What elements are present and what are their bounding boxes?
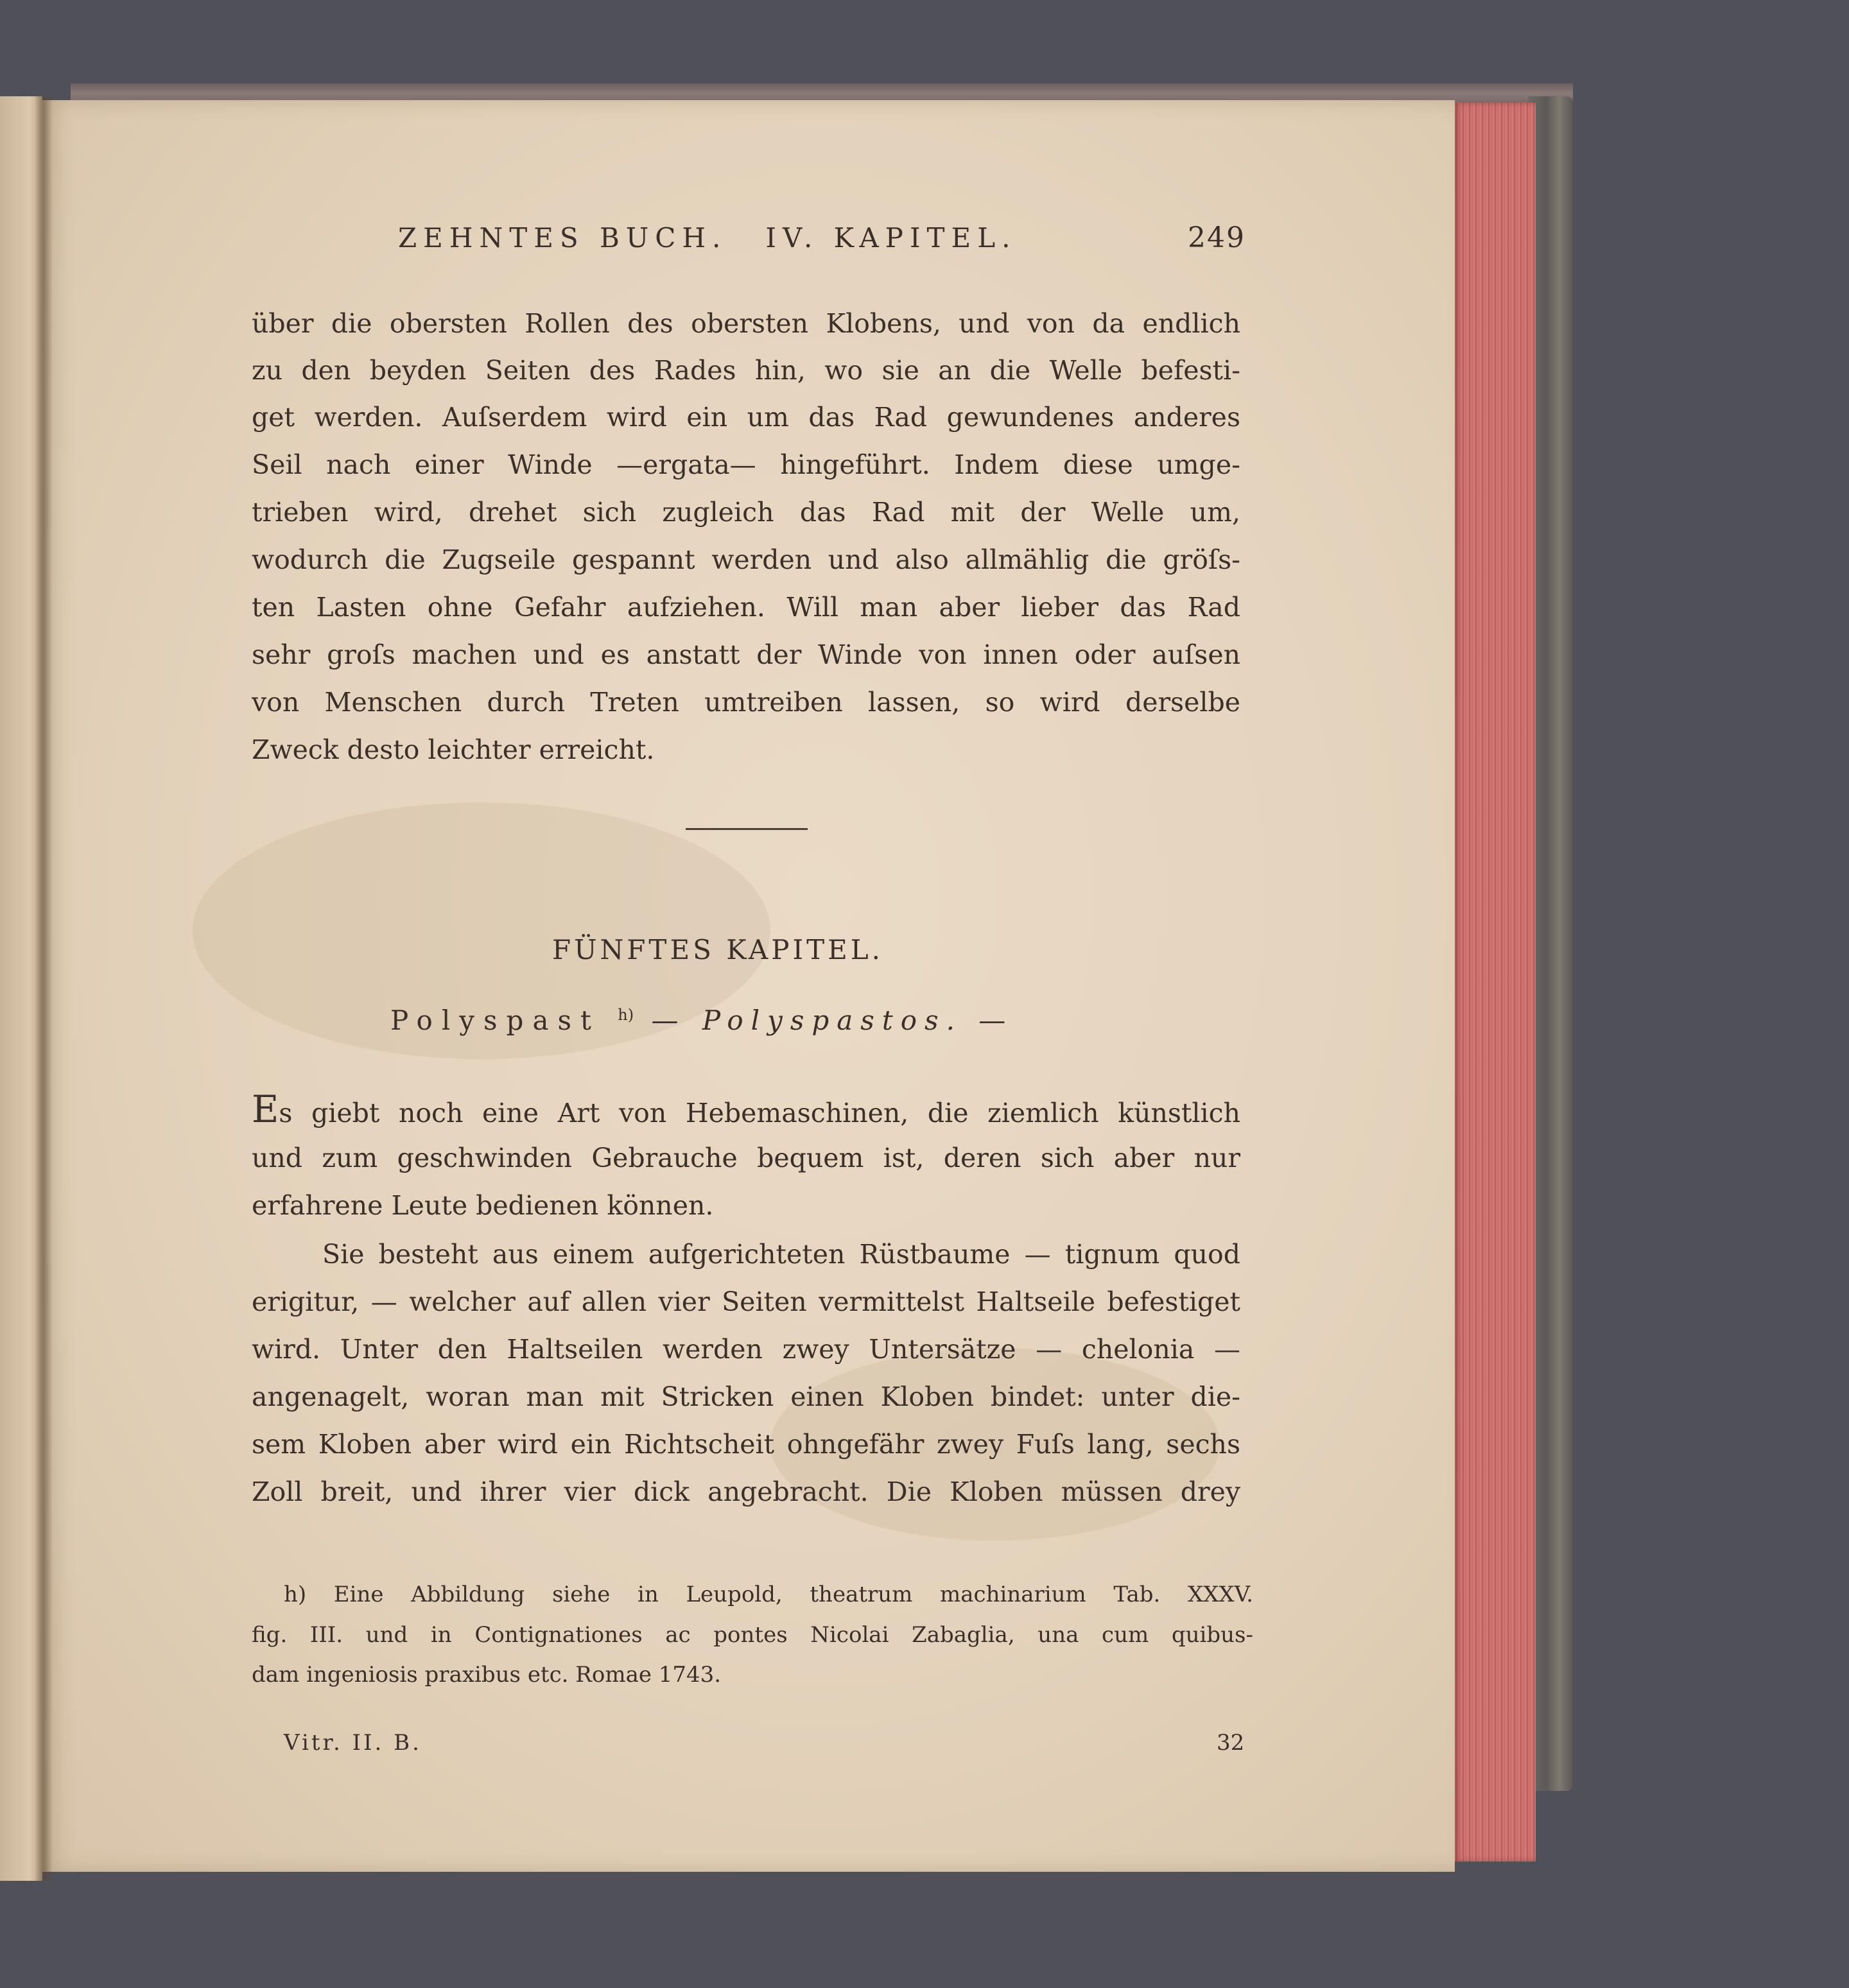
running-header xyxy=(398,221,1246,254)
text-line: sehr groſs machen und es anstatt der Winde von innen oder auſsen xyxy=(252,639,1240,670)
subtitle-latin: — Polyspastos. — xyxy=(651,1005,1014,1036)
page-edges xyxy=(1452,103,1536,1862)
text-line: wird. Unter den Haltseilen werden zwey Untersätze — chelonia — xyxy=(252,1334,1240,1365)
header-chapter: IV. KAPITEL. xyxy=(765,222,1017,254)
footnote-marker: h) xyxy=(618,1006,634,1024)
text-line: erfahrene Leute bedienen können. xyxy=(252,1190,714,1221)
header-book: ZEHNTES BUCH. xyxy=(398,222,727,254)
text-line: Zweck desto leichter erreicht. xyxy=(252,734,655,765)
subtitle-german: Polyspast xyxy=(390,1005,600,1036)
text-line: wodurch die Zugseile gespannt werden und also allmählig die gröſs- xyxy=(252,544,1240,575)
text-line: trieben wird, drehet sich zugleich das Rad mit der Welle um, xyxy=(252,497,1240,528)
text-line: get werden. Auſserdem wird ein um das Rad gewundenes anderes xyxy=(252,402,1240,433)
text-line: ten Lasten ohne Gefahr aufziehen. Will man aber lieber das Rad xyxy=(252,592,1240,623)
text-line: erigitur, — welcher auf allen vier Seiten vermittelst Haltseile befestiget xyxy=(252,1286,1240,1317)
section-divider xyxy=(686,828,808,830)
footnote-line: dam ingeniosis praxibus etc. Romae 1743. xyxy=(252,1662,722,1688)
text-span: s giebt noch eine Art von Hebemaschinen, die ziemlich künstlich xyxy=(279,1098,1240,1128)
text-line: von Menschen durch Treten umtreiben lassen, so wird derselbe xyxy=(252,687,1240,718)
footnote-line: h) Eine Abbildung siehe in Leupold, theatrum machinarium Tab. XXXV. xyxy=(284,1582,1253,1607)
signature-mark: Vitr. II. B. xyxy=(284,1730,422,1756)
text-line: zu den beyden Seiten des Rades hin, wo sie an die Welle befesti- xyxy=(252,355,1240,386)
text-line: angenagelt, woran man mit Stricken einen Kloben bindet: unter die- xyxy=(252,1381,1240,1412)
gutter-shadow xyxy=(35,96,53,1881)
text-line: Zoll breit, und ihrer vier dick angebracht. Die Kloben müssen drey xyxy=(252,1476,1240,1507)
page-number: 249 xyxy=(1188,221,1246,254)
chapter-title: FÜNFTES KAPITEL. xyxy=(552,934,883,965)
drop-cap: E xyxy=(252,1087,279,1131)
chapter-subtitle xyxy=(390,1005,1013,1036)
signature-number: 32 xyxy=(1217,1730,1245,1756)
text-line: über die obersten Rollen des obersten Klobens, und von da endlich xyxy=(252,308,1240,339)
text-line: sem Kloben aber wird ein Richtscheit ohngefähr zwey Fuſs lang, sechs xyxy=(252,1429,1240,1460)
text-line: und zum geschwinden Gebrauche bequem ist, deren sich aber nur xyxy=(252,1143,1240,1173)
text-line: Seil nach einer Winde —ergata— hingeführt. Indem diese umge- xyxy=(252,449,1240,480)
text-line xyxy=(252,1086,1240,1132)
text-line: Sie besteht aus einem aufgerichteten Rüstbaume — tignum quod xyxy=(322,1239,1240,1270)
footnote-line: fig. III. und in Contignationes ac pontes Nicolai Zabaglia, una cum quibus- xyxy=(252,1622,1253,1648)
